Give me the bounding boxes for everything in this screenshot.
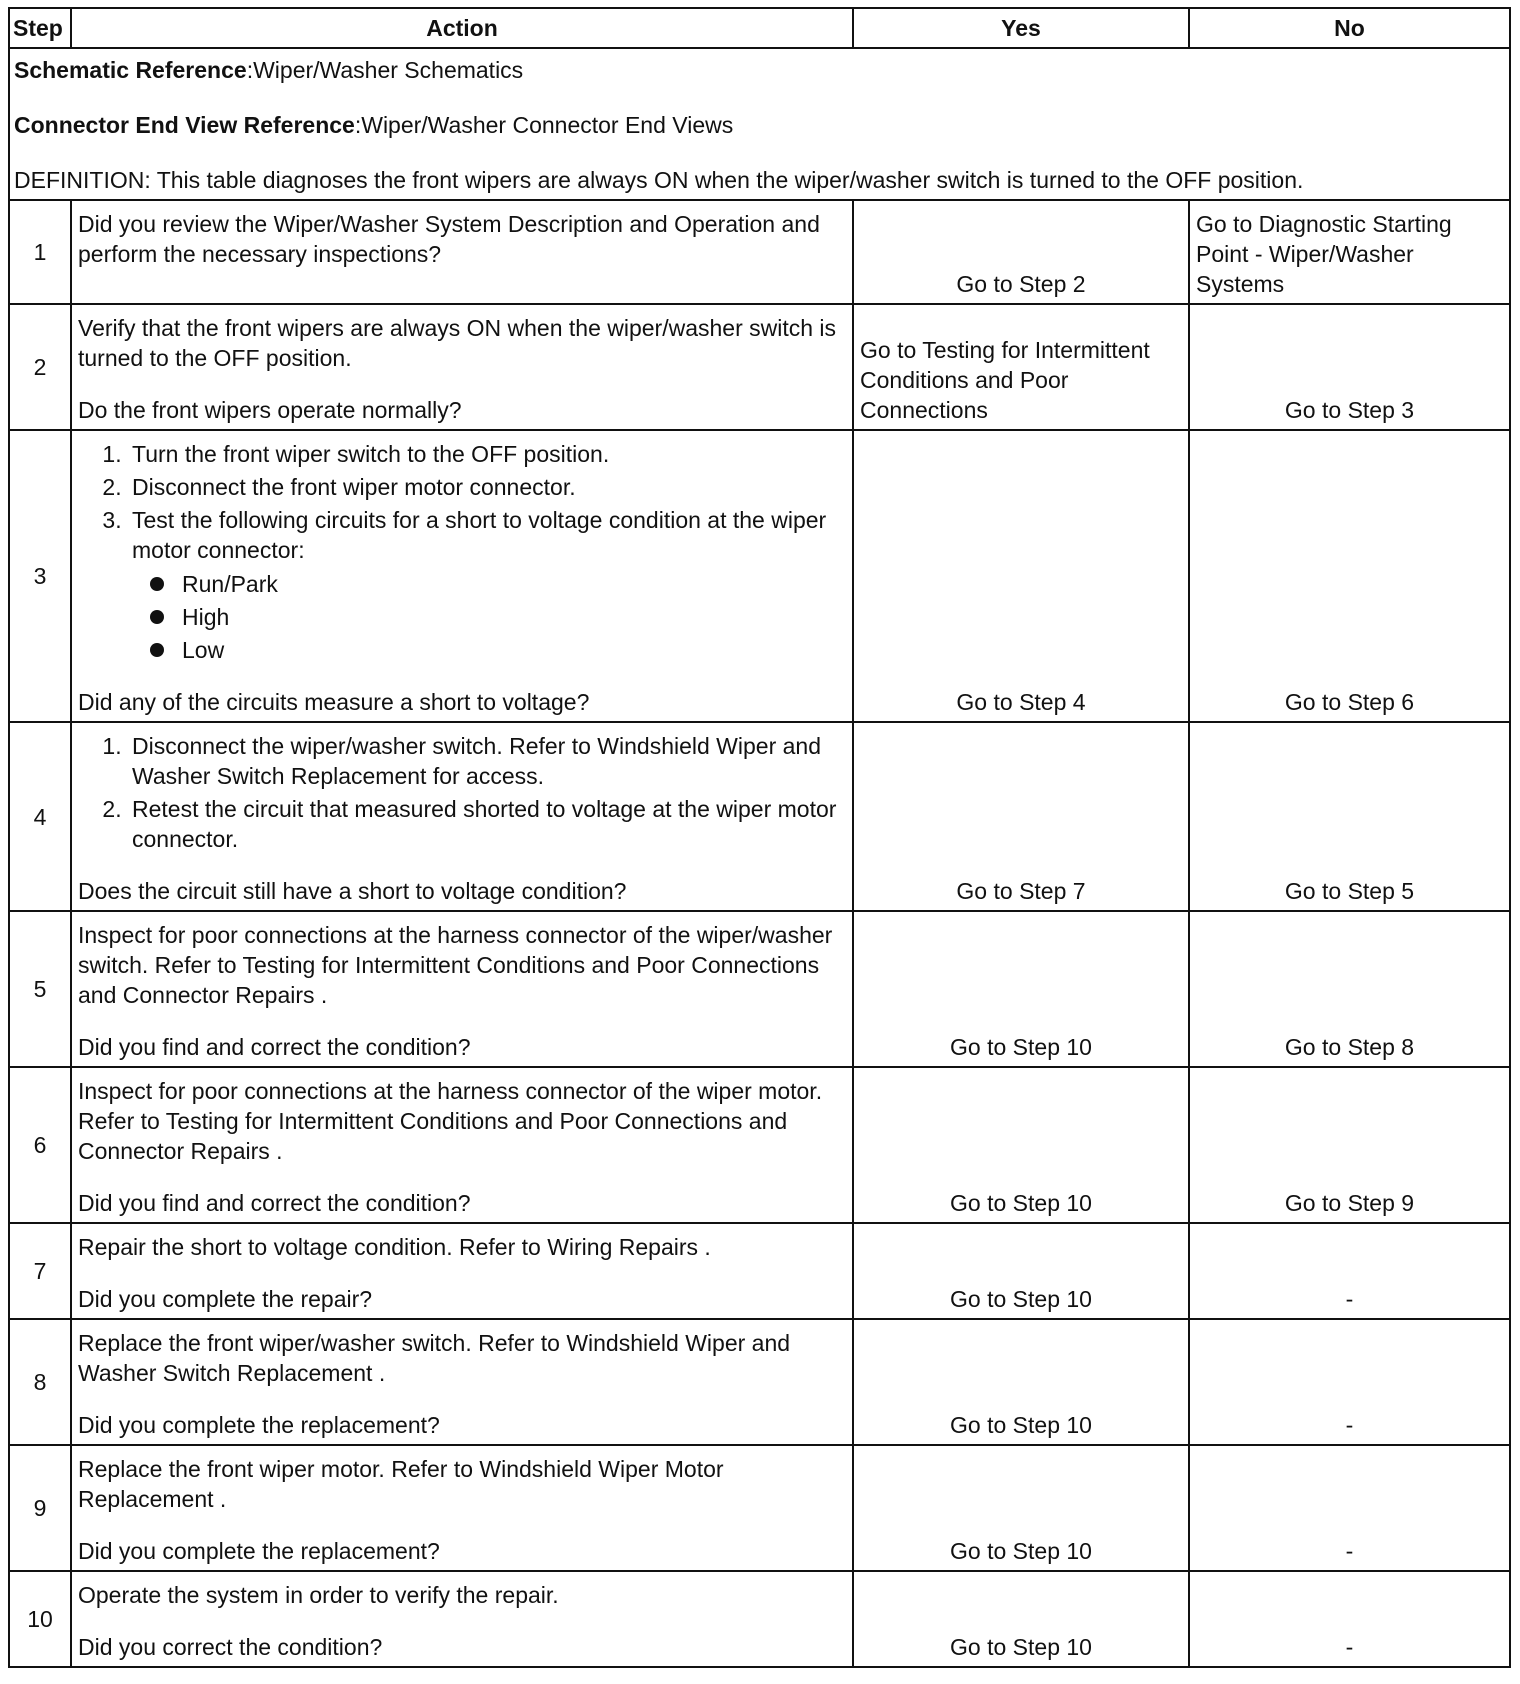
yes-column-header: Yes: [853, 8, 1189, 48]
action-column-header: Action: [71, 8, 853, 48]
no-cell: -: [1189, 1319, 1510, 1445]
list-item-text: Test the following circuits for a short to voltage condition at the wiper motor connector:: [132, 507, 827, 563]
table-row: [9, 1223, 1510, 1319]
connector-reference-link[interactable]: :Wiper/Washer Connector End Views: [354, 112, 734, 138]
table-row: [9, 911, 1510, 1067]
table-row: [9, 304, 1510, 430]
action-cell: [71, 1319, 853, 1445]
action-cell: [71, 200, 853, 304]
step-number: 9: [9, 1445, 71, 1571]
action-cell: [71, 304, 853, 430]
action-question: Did you find and correct the condition?: [78, 1190, 471, 1216]
action-question: Did you find and correct the condition?: [78, 1034, 471, 1060]
no-cell: -: [1189, 1571, 1510, 1667]
list-item: 1. Turn the front wiper switch to the OFF position.: [128, 439, 846, 469]
bullet-text: High: [182, 604, 230, 630]
no-cell[interactable]: Go to Step 8: [1189, 911, 1510, 1067]
table-row: [9, 1319, 1510, 1445]
step-number: 3: [9, 430, 71, 722]
action-question: Did any of the circuits measure a short to voltage?: [78, 689, 590, 715]
list-item: 2. Disconnect the front wiper motor connector.: [128, 472, 846, 502]
no-column-header: No: [1189, 8, 1510, 48]
bullet-icon: [150, 577, 164, 591]
action-cell: [71, 1571, 853, 1667]
action-cell: [71, 722, 853, 911]
table-row: [9, 200, 1510, 304]
bullet-text: Low: [182, 637, 225, 663]
connector-reference-label: Connector End View Reference: [14, 112, 355, 138]
action-question: Did you complete the replacement?: [78, 1412, 440, 1438]
step-number: 10: [9, 1571, 71, 1667]
yes-cell[interactable]: Go to Testing for Intermittent Conditions and Poor Connections: [853, 304, 1189, 430]
action-text: Replace the front wiper/washer switch. Refer to Windshield Wiper and Washer Switch Replacement .: [78, 1330, 791, 1386]
bullet-item: [182, 602, 846, 632]
yes-cell[interactable]: Go to Step 10: [853, 1319, 1189, 1445]
list-item: 1. Disconnect the wiper/washer switch. Refer to Windshield Wiper and Washer Switch Replacement for access.: [128, 731, 846, 791]
action-question: Did you correct the condition?: [78, 1634, 383, 1660]
action-cell: [71, 1445, 853, 1571]
no-cell: -: [1189, 1223, 1510, 1319]
action-text: Inspect for poor connections at the harness connector of the wiper motor. Refer to Testing for Intermittent Conditions and Poor Connections and Connector Repairs .: [78, 1078, 823, 1164]
bullet-icon: [150, 610, 164, 624]
action-cell: [71, 1067, 853, 1223]
no-cell: -: [1189, 1445, 1510, 1571]
step-number: 2: [9, 304, 71, 430]
instruction-list: [78, 731, 846, 854]
table-row: [9, 722, 1510, 911]
instruction-list: [78, 439, 846, 665]
action-question: Did you complete the repair?: [78, 1286, 373, 1312]
action-text: Did you review the Wiper/Washer System Description and Operation and perform the necessary inspections?: [78, 211, 820, 267]
action-question: Do the front wipers operate normally?: [78, 397, 462, 423]
action-question: Did you complete the replacement?: [78, 1538, 440, 1564]
no-cell[interactable]: Go to Step 5: [1189, 722, 1510, 911]
action-cell: [71, 911, 853, 1067]
step-number: 6: [9, 1067, 71, 1223]
list-item: [128, 505, 846, 665]
bullet-icon: [150, 643, 164, 657]
yes-cell[interactable]: Go to Step 7: [853, 722, 1189, 911]
action-text: Replace the front wiper motor. Refer to Windshield Wiper Motor Replacement .: [78, 1456, 724, 1512]
no-cell[interactable]: Go to Step 3: [1189, 304, 1510, 430]
yes-cell[interactable]: Go to Step 10: [853, 1445, 1189, 1571]
yes-cell[interactable]: Go to Step 2: [853, 200, 1189, 304]
diagnostic-document: [8, 7, 1509, 1668]
action-text: Operate the system in order to verify the repair.: [78, 1582, 559, 1608]
yes-cell[interactable]: Go to Step 10: [853, 911, 1189, 1067]
diagnostic-table: [8, 7, 1511, 1668]
yes-cell[interactable]: Go to Step 10: [853, 1223, 1189, 1319]
step-number: 8: [9, 1319, 71, 1445]
yes-cell[interactable]: Go to Step 10: [853, 1067, 1189, 1223]
action-cell: [71, 1223, 853, 1319]
action-cell: [71, 430, 853, 722]
action-text: Repair the short to voltage condition. Refer to Wiring Repairs .: [78, 1234, 711, 1260]
no-cell[interactable]: Go to Step 6: [1189, 430, 1510, 722]
list-item: 2. Retest the circuit that measured shorted to voltage at the wiper motor connector.: [128, 794, 846, 854]
no-cell[interactable]: Go to Step 9: [1189, 1067, 1510, 1223]
yes-cell[interactable]: Go to Step 10: [853, 1571, 1189, 1667]
header-row: [9, 8, 1510, 48]
schematic-reference: [14, 55, 1505, 85]
action-question: Does the circuit still have a short to voltage condition?: [78, 878, 627, 904]
step-column-header: Step: [9, 8, 71, 48]
table-row: [9, 430, 1510, 722]
step-number: 7: [9, 1223, 71, 1319]
no-cell[interactable]: Go to Diagnostic Starting Point - Wiper/Washer Systems: [1189, 200, 1510, 304]
step-number: 1: [9, 200, 71, 304]
table-row: [9, 1067, 1510, 1223]
bullet-text: Run/Park: [182, 571, 278, 597]
reference-row: [9, 48, 1510, 200]
action-text: Verify that the front wipers are always ON when the wiper/washer switch is turned to the OFF position.: [78, 315, 837, 371]
connector-reference: [14, 110, 1505, 140]
table-row: [9, 1571, 1510, 1667]
definition-text: DEFINITION: This table diagnoses the front wipers are always ON when the wiper/washer switch is turned to the OFF position.: [14, 167, 1304, 193]
table-row: [9, 1445, 1510, 1571]
step-number: 4: [9, 722, 71, 911]
reference-cell: [9, 48, 1510, 200]
circuit-bullet-list: [132, 569, 846, 665]
action-text: Inspect for poor connections at the harness connector of the wiper/washer switch. Refer to Testing for Intermittent Conditions and Poor Connections and Connector Repairs .: [78, 922, 833, 1008]
step-number: 5: [9, 911, 71, 1067]
schematic-reference-link[interactable]: :Wiper/Washer Schematics: [246, 57, 524, 83]
bullet-item: [182, 569, 846, 599]
bullet-item: [182, 635, 846, 665]
yes-cell[interactable]: Go to Step 4: [853, 430, 1189, 722]
schematic-reference-label: Schematic Reference: [14, 57, 247, 83]
